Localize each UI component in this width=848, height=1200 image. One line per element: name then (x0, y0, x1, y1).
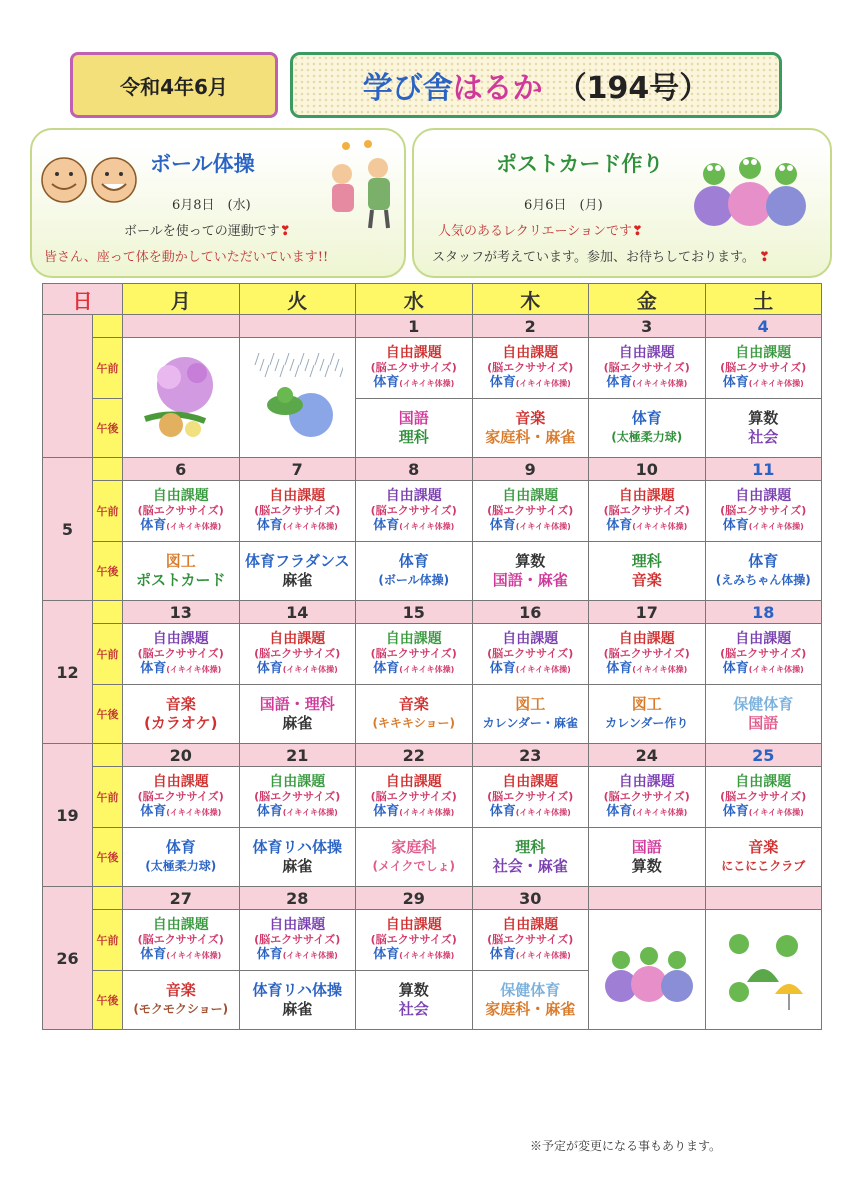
pe-label: 体育(イキイキ体操) (722, 660, 804, 676)
date-number: 14 (239, 601, 356, 624)
header-weekday: 月 (123, 284, 240, 315)
pm-subject-secondary: 国語 (748, 714, 779, 732)
am-schedule-cell (472, 481, 589, 542)
pe-label: 体育(イキイキ体操) (606, 660, 688, 676)
brain-exercise-label: (脳エクササイズ) (487, 789, 574, 803)
am-schedule-cell (239, 910, 356, 971)
date-number: 25 (705, 744, 822, 767)
pm-schedule-cell (472, 971, 589, 1030)
date-number: 20 (123, 744, 240, 767)
pm-schedule-cell (589, 542, 706, 601)
pm-label: 午後 (93, 685, 123, 744)
date-number (705, 887, 822, 910)
hydrangea-snail-icon (135, 349, 227, 443)
free-task-label: 自由課題 (385, 630, 442, 647)
brain-exercise-label: (脳エクササイズ) (603, 503, 690, 517)
pm-subject-primary: 体育 (165, 838, 196, 856)
date-number: 15 (356, 601, 473, 624)
date-number: 21 (239, 744, 356, 767)
pe-label: 体育(イキイキ体操) (489, 517, 571, 533)
am-schedule-cell (589, 767, 706, 828)
illustration-cell (239, 338, 356, 458)
pe-label: 体育(イキイキ体操) (256, 660, 338, 676)
brain-exercise-label: (脳エクササイズ) (370, 360, 457, 374)
brain-exercise-label: (脳エクササイズ) (137, 503, 224, 517)
pm-subject-secondary: (モクモクショー) (133, 1002, 229, 1016)
brain-exercise-label: (脳エクササイズ) (370, 932, 457, 946)
am-schedule-cell (472, 338, 589, 399)
pm-subject-primary: 図工 (515, 695, 546, 713)
pm-schedule-cell (589, 685, 706, 744)
era-date-box (70, 52, 278, 118)
sunday-date (43, 315, 93, 458)
title-part-a: 学び舎 (362, 71, 453, 106)
pm-subject-primary: 算数 (398, 981, 429, 999)
am-label: 午前 (93, 338, 123, 399)
pm-subject-primary: 家庭科 (391, 838, 437, 856)
am-schedule-cell (239, 624, 356, 685)
title-box (290, 52, 782, 118)
free-task-label: 自由課題 (152, 773, 209, 790)
pe-label: 体育(イキイキ体操) (606, 374, 688, 390)
am-schedule-cell (705, 481, 822, 542)
pm-subject-primary: 音楽 (165, 695, 196, 713)
illustration-cell (705, 910, 822, 1030)
free-task-label: 自由課題 (502, 773, 559, 790)
header-weekday: 水 (356, 284, 473, 315)
pm-subject-secondary: 家庭科・麻雀 (485, 428, 576, 446)
pm-schedule-cell (239, 971, 356, 1030)
pm-subject-secondary: ポストカード (135, 571, 226, 589)
pe-label: 体育(イキイキ体操) (722, 517, 804, 533)
date-number: 10 (589, 458, 706, 481)
pm-schedule-cell (356, 971, 473, 1030)
am-schedule-cell (123, 910, 240, 971)
free-task-label: 自由課題 (618, 630, 675, 647)
pm-label: 午後 (93, 542, 123, 601)
free-task-label: 自由課題 (385, 487, 442, 504)
pm-subject-primary: 理科 (515, 838, 546, 856)
pm-subject-secondary: (えみちゃん体操) (715, 573, 811, 587)
pm-subject-secondary: (ボール体操) (378, 573, 450, 587)
date-number (123, 315, 240, 338)
pm-subject-primary: 体育 (631, 409, 662, 427)
event-line1-ball: ボールを使っての運動です❣ (124, 224, 291, 239)
date-row-spacer (93, 458, 123, 481)
header-weekday: 土 (705, 284, 822, 315)
am-schedule-cell (472, 767, 589, 828)
pe-label: 体育(イキイキ体操) (489, 803, 571, 819)
pe-label: 体育(イキイキ体操) (606, 803, 688, 819)
pm-subject-secondary: 社会 (748, 428, 779, 446)
pm-schedule-cell (589, 828, 706, 887)
pe-label: 体育(イキイキ体操) (140, 660, 222, 676)
am-schedule-cell (705, 767, 822, 828)
pm-schedule-cell (123, 971, 240, 1030)
free-task-label: 自由課題 (269, 487, 326, 504)
header-sunday: 日 (43, 284, 123, 315)
header-weekday: 木 (472, 284, 589, 315)
date-number: 7 (239, 458, 356, 481)
brain-exercise-label: (脳エクササイズ) (487, 503, 574, 517)
brain-exercise-label: (脳エクササイズ) (254, 646, 341, 660)
pm-subject-primary: 体育 (748, 552, 779, 570)
am-schedule-cell (472, 910, 589, 971)
brain-exercise-label: (脳エクササイズ) (137, 646, 224, 660)
date-number: 17 (589, 601, 706, 624)
brain-exercise-label: (脳エクササイズ) (720, 503, 807, 517)
am-schedule-cell (705, 338, 822, 399)
pm-subject-primary: 国語 (631, 838, 662, 856)
header-weekday: 金 (589, 284, 706, 315)
pm-subject-primary: 体育フラダンス (244, 552, 350, 570)
pm-schedule-cell (472, 399, 589, 458)
brain-exercise-label: (脳エクササイズ) (603, 646, 690, 660)
am-schedule-cell (705, 624, 822, 685)
date-number: 23 (472, 744, 589, 767)
date-number: 4 (705, 315, 822, 338)
date-number: 1 (356, 315, 473, 338)
pm-schedule-cell (705, 685, 822, 744)
event-line2-ball: 皆さん、座って体を動かしていただいています!! (44, 250, 329, 265)
pm-subject-primary: 音楽 (165, 981, 196, 999)
am-schedule-cell (356, 910, 473, 971)
pm-subject-secondary: 社会・麻雀 (492, 857, 568, 875)
sunday-date: 26 (43, 887, 93, 1030)
rain-frog-icon (251, 349, 343, 443)
pm-subject-primary: 保健体育 (733, 695, 794, 713)
brain-exercise-label: (脳エクササイズ) (487, 646, 574, 660)
free-task-label: 自由課題 (385, 916, 442, 933)
pm-schedule-cell (589, 399, 706, 458)
brain-exercise-label: (脳エクササイズ) (254, 789, 341, 803)
pm-subject-secondary: (太極柔力球) (145, 859, 217, 873)
free-task-label: 自由課題 (735, 630, 792, 647)
event-box-postcard (412, 128, 832, 278)
pm-label: 午後 (93, 399, 123, 458)
free-task-label: 自由課題 (502, 344, 559, 361)
pe-label: 体育(イキイキ体操) (373, 660, 455, 676)
event-title-postcard: ポストカード作り (496, 152, 664, 176)
illustration-cell (123, 338, 240, 458)
pm-subject-primary: 保健体育 (500, 981, 561, 999)
free-task-label: 自由課題 (735, 487, 792, 504)
pm-subject-primary: 体育 (398, 552, 429, 570)
pm-subject-primary: 音楽 (748, 838, 779, 856)
date-number: 18 (705, 601, 822, 624)
am-schedule-cell (589, 624, 706, 685)
pe-label: 体育(イキイキ体操) (373, 374, 455, 390)
pe-label: 体育(イキイキ体操) (256, 803, 338, 819)
free-task-label: 自由課題 (502, 630, 559, 647)
pm-schedule-cell (239, 685, 356, 744)
hydrangea-frogs-illustration-icon (690, 144, 810, 232)
brain-exercise-label: (脳エクササイズ) (487, 932, 574, 946)
date-number: 13 (123, 601, 240, 624)
pm-schedule-cell (472, 685, 589, 744)
pe-label: 体育(イキイキ体操) (373, 517, 455, 533)
pm-schedule-cell (472, 542, 589, 601)
pm-subject-secondary: 麻雀 (282, 1000, 313, 1018)
schedule-calendar (42, 283, 822, 1030)
pe-label: 体育(イキイキ体操) (373, 803, 455, 819)
pm-schedule-cell (356, 685, 473, 744)
pm-subject-primary: 算数 (748, 409, 779, 427)
free-task-label: 自由課題 (152, 916, 209, 933)
brain-exercise-label: (脳エクササイズ) (603, 360, 690, 374)
seniors-illustration-icon (38, 148, 142, 210)
exercise-illustration-icon (316, 138, 402, 230)
pm-subject-primary: 国語 (398, 409, 429, 427)
issue-number: （194号） (556, 71, 710, 106)
era-date: 令和4年6月 (120, 74, 228, 99)
free-task-label: 自由課題 (618, 773, 675, 790)
pm-subject-secondary: カレンダー・麻雀 (482, 716, 578, 730)
pm-subject-secondary: (カラオケ) (144, 714, 218, 732)
pm-schedule-cell (123, 828, 240, 887)
date-number (589, 887, 706, 910)
free-task-label: 自由課題 (618, 344, 675, 361)
pm-subject-secondary: 社会 (398, 1000, 429, 1018)
brain-exercise-label: (脳エクササイズ) (137, 932, 224, 946)
brain-exercise-label: (脳エクササイズ) (254, 503, 341, 517)
sunday-date: 12 (43, 601, 93, 744)
pm-schedule-cell (356, 542, 473, 601)
date-number: 2 (472, 315, 589, 338)
pe-label: 体育(イキイキ体操) (606, 517, 688, 533)
pm-schedule-cell (705, 828, 822, 887)
pe-label: 体育(イキイキ体操) (489, 946, 571, 962)
date-number: 11 (705, 458, 822, 481)
free-task-label: 自由課題 (735, 344, 792, 361)
pm-subject-secondary: (太極柔力球) (611, 430, 683, 444)
pe-label: 体育(イキイキ体操) (140, 517, 222, 533)
event-box-ball (30, 128, 406, 278)
brain-exercise-label: (脳エクササイズ) (137, 789, 224, 803)
am-schedule-cell (239, 481, 356, 542)
free-task-label: 自由課題 (385, 773, 442, 790)
pm-schedule-cell (239, 828, 356, 887)
date-number: 9 (472, 458, 589, 481)
event-date-postcard: 6月6日 (月) (524, 198, 603, 213)
date-number: 3 (589, 315, 706, 338)
free-task-label: 自由課題 (152, 630, 209, 647)
pm-subject-secondary: (メイクでしょ) (372, 859, 455, 873)
pm-subject-secondary: 麻雀 (282, 714, 313, 732)
footer-note: ※予定が変更になる事もあります。 (530, 1139, 722, 1153)
event-line2-postcard: スタッフが考えています。参加、お待ちしております。 ❣ (432, 250, 770, 265)
pe-label: 体育(イキイキ体操) (373, 946, 455, 962)
pm-subject-secondary: にこにこクラブ (721, 859, 806, 873)
pm-subject-primary: 体育リハ体操 (252, 981, 343, 999)
date-number: 29 (356, 887, 473, 910)
event-date-ball: 6月8日 (水) (172, 198, 251, 213)
pm-subject-primary: 図工 (165, 552, 196, 570)
free-task-label: 自由課題 (618, 487, 675, 504)
date-number: 16 (472, 601, 589, 624)
pm-schedule-cell (123, 542, 240, 601)
hydrangea-frogs-icon (601, 920, 693, 1016)
pm-subject-secondary: 麻雀 (282, 571, 313, 589)
am-schedule-cell (239, 767, 356, 828)
pm-subject-primary: 体育リハ体操 (252, 838, 343, 856)
date-number: 22 (356, 744, 473, 767)
pm-subject-primary: 音楽 (515, 409, 546, 427)
date-number (239, 315, 356, 338)
brain-exercise-label: (脳エクササイズ) (370, 503, 457, 517)
date-row-spacer (93, 601, 123, 624)
pe-label: 体育(イキイキ体操) (140, 803, 222, 819)
pm-subject-secondary: 算数 (631, 857, 662, 875)
pe-label: 体育(イキイキ体操) (256, 517, 338, 533)
pe-label: 体育(イキイキ体操) (140, 946, 222, 962)
event-line1-postcard: 人気のあるレクリエーションです❣ (438, 224, 643, 239)
sunday-date: 5 (43, 458, 93, 601)
pm-subject-primary: 算数 (515, 552, 546, 570)
am-label: 午前 (93, 624, 123, 685)
pm-label: 午後 (93, 828, 123, 887)
free-task-label: 自由課題 (269, 773, 326, 790)
pm-schedule-cell (123, 685, 240, 744)
am-schedule-cell (356, 338, 473, 399)
date-row-spacer (93, 744, 123, 767)
am-schedule-cell (356, 767, 473, 828)
pm-subject-secondary: カレンダー作り (605, 716, 689, 730)
free-task-label: 自由課題 (385, 344, 442, 361)
date-number: 8 (356, 458, 473, 481)
date-number: 30 (472, 887, 589, 910)
pe-label: 体育(イキイキ体操) (722, 803, 804, 819)
brain-exercise-label: (脳エクササイズ) (370, 789, 457, 803)
am-schedule-cell (356, 624, 473, 685)
am-schedule-cell (472, 624, 589, 685)
am-label: 午前 (93, 767, 123, 828)
brain-exercise-label: (脳エクササイズ) (720, 789, 807, 803)
pm-subject-secondary: 麻雀 (282, 857, 313, 875)
pm-subject-primary: 図工 (631, 695, 662, 713)
sunday-date: 19 (43, 744, 93, 887)
pm-subject-secondary: (キキキショー) (372, 716, 456, 730)
free-task-label: 自由課題 (502, 916, 559, 933)
illustration-cell (589, 910, 706, 1030)
am-label: 午前 (93, 481, 123, 542)
pm-subject-secondary: 理科 (398, 428, 429, 446)
pm-subject-primary: 理科 (631, 552, 662, 570)
pm-subject-primary: 国語・理科 (259, 695, 335, 713)
free-task-label: 自由課題 (269, 630, 326, 647)
pm-subject-secondary: 国語・麻雀 (492, 571, 568, 589)
free-task-label: 自由課題 (269, 916, 326, 933)
am-schedule-cell (123, 481, 240, 542)
brain-exercise-label: (脳エクササイズ) (720, 360, 807, 374)
brain-exercise-label: (脳エクササイズ) (720, 646, 807, 660)
am-schedule-cell (356, 481, 473, 542)
brain-exercise-label: (脳エクササイズ) (487, 360, 574, 374)
pm-subject-secondary: 家庭科・麻雀 (485, 1000, 576, 1018)
brain-exercise-label: (脳エクササイズ) (254, 932, 341, 946)
date-number: 28 (239, 887, 356, 910)
pm-schedule-cell (705, 542, 822, 601)
pe-label: 体育(イキイキ体操) (489, 374, 571, 390)
free-task-label: 自由課題 (502, 487, 559, 504)
pm-subject-secondary: 音楽 (631, 571, 662, 589)
rainy-frogs-umbrella-icon (717, 920, 809, 1016)
pm-schedule-cell (356, 828, 473, 887)
pe-label: 体育(イキイキ体操) (489, 660, 571, 676)
free-task-label: 自由課題 (152, 487, 209, 504)
am-label: 午前 (93, 910, 123, 971)
date-row-spacer (93, 887, 123, 910)
pm-schedule-cell (705, 399, 822, 458)
pm-schedule-cell (239, 542, 356, 601)
pm-label: 午後 (93, 971, 123, 1030)
date-number: 27 (123, 887, 240, 910)
am-schedule-cell (123, 767, 240, 828)
am-schedule-cell (589, 338, 706, 399)
am-schedule-cell (589, 481, 706, 542)
brain-exercise-label: (脳エクササイズ) (603, 789, 690, 803)
event-title-ball: ボール体操 (150, 152, 255, 176)
header-weekday: 火 (239, 284, 356, 315)
title-part-b: はるか (452, 71, 543, 106)
am-schedule-cell (123, 624, 240, 685)
date-row-spacer (93, 315, 123, 338)
date-number: 6 (123, 458, 240, 481)
pm-schedule-cell (356, 399, 473, 458)
pm-schedule-cell (472, 828, 589, 887)
date-number: 24 (589, 744, 706, 767)
pe-label: 体育(イキイキ体操) (256, 946, 338, 962)
pe-label: 体育(イキイキ体操) (722, 374, 804, 390)
pm-subject-primary: 音楽 (398, 695, 429, 713)
brain-exercise-label: (脳エクササイズ) (370, 646, 457, 660)
free-task-label: 自由課題 (735, 773, 792, 790)
